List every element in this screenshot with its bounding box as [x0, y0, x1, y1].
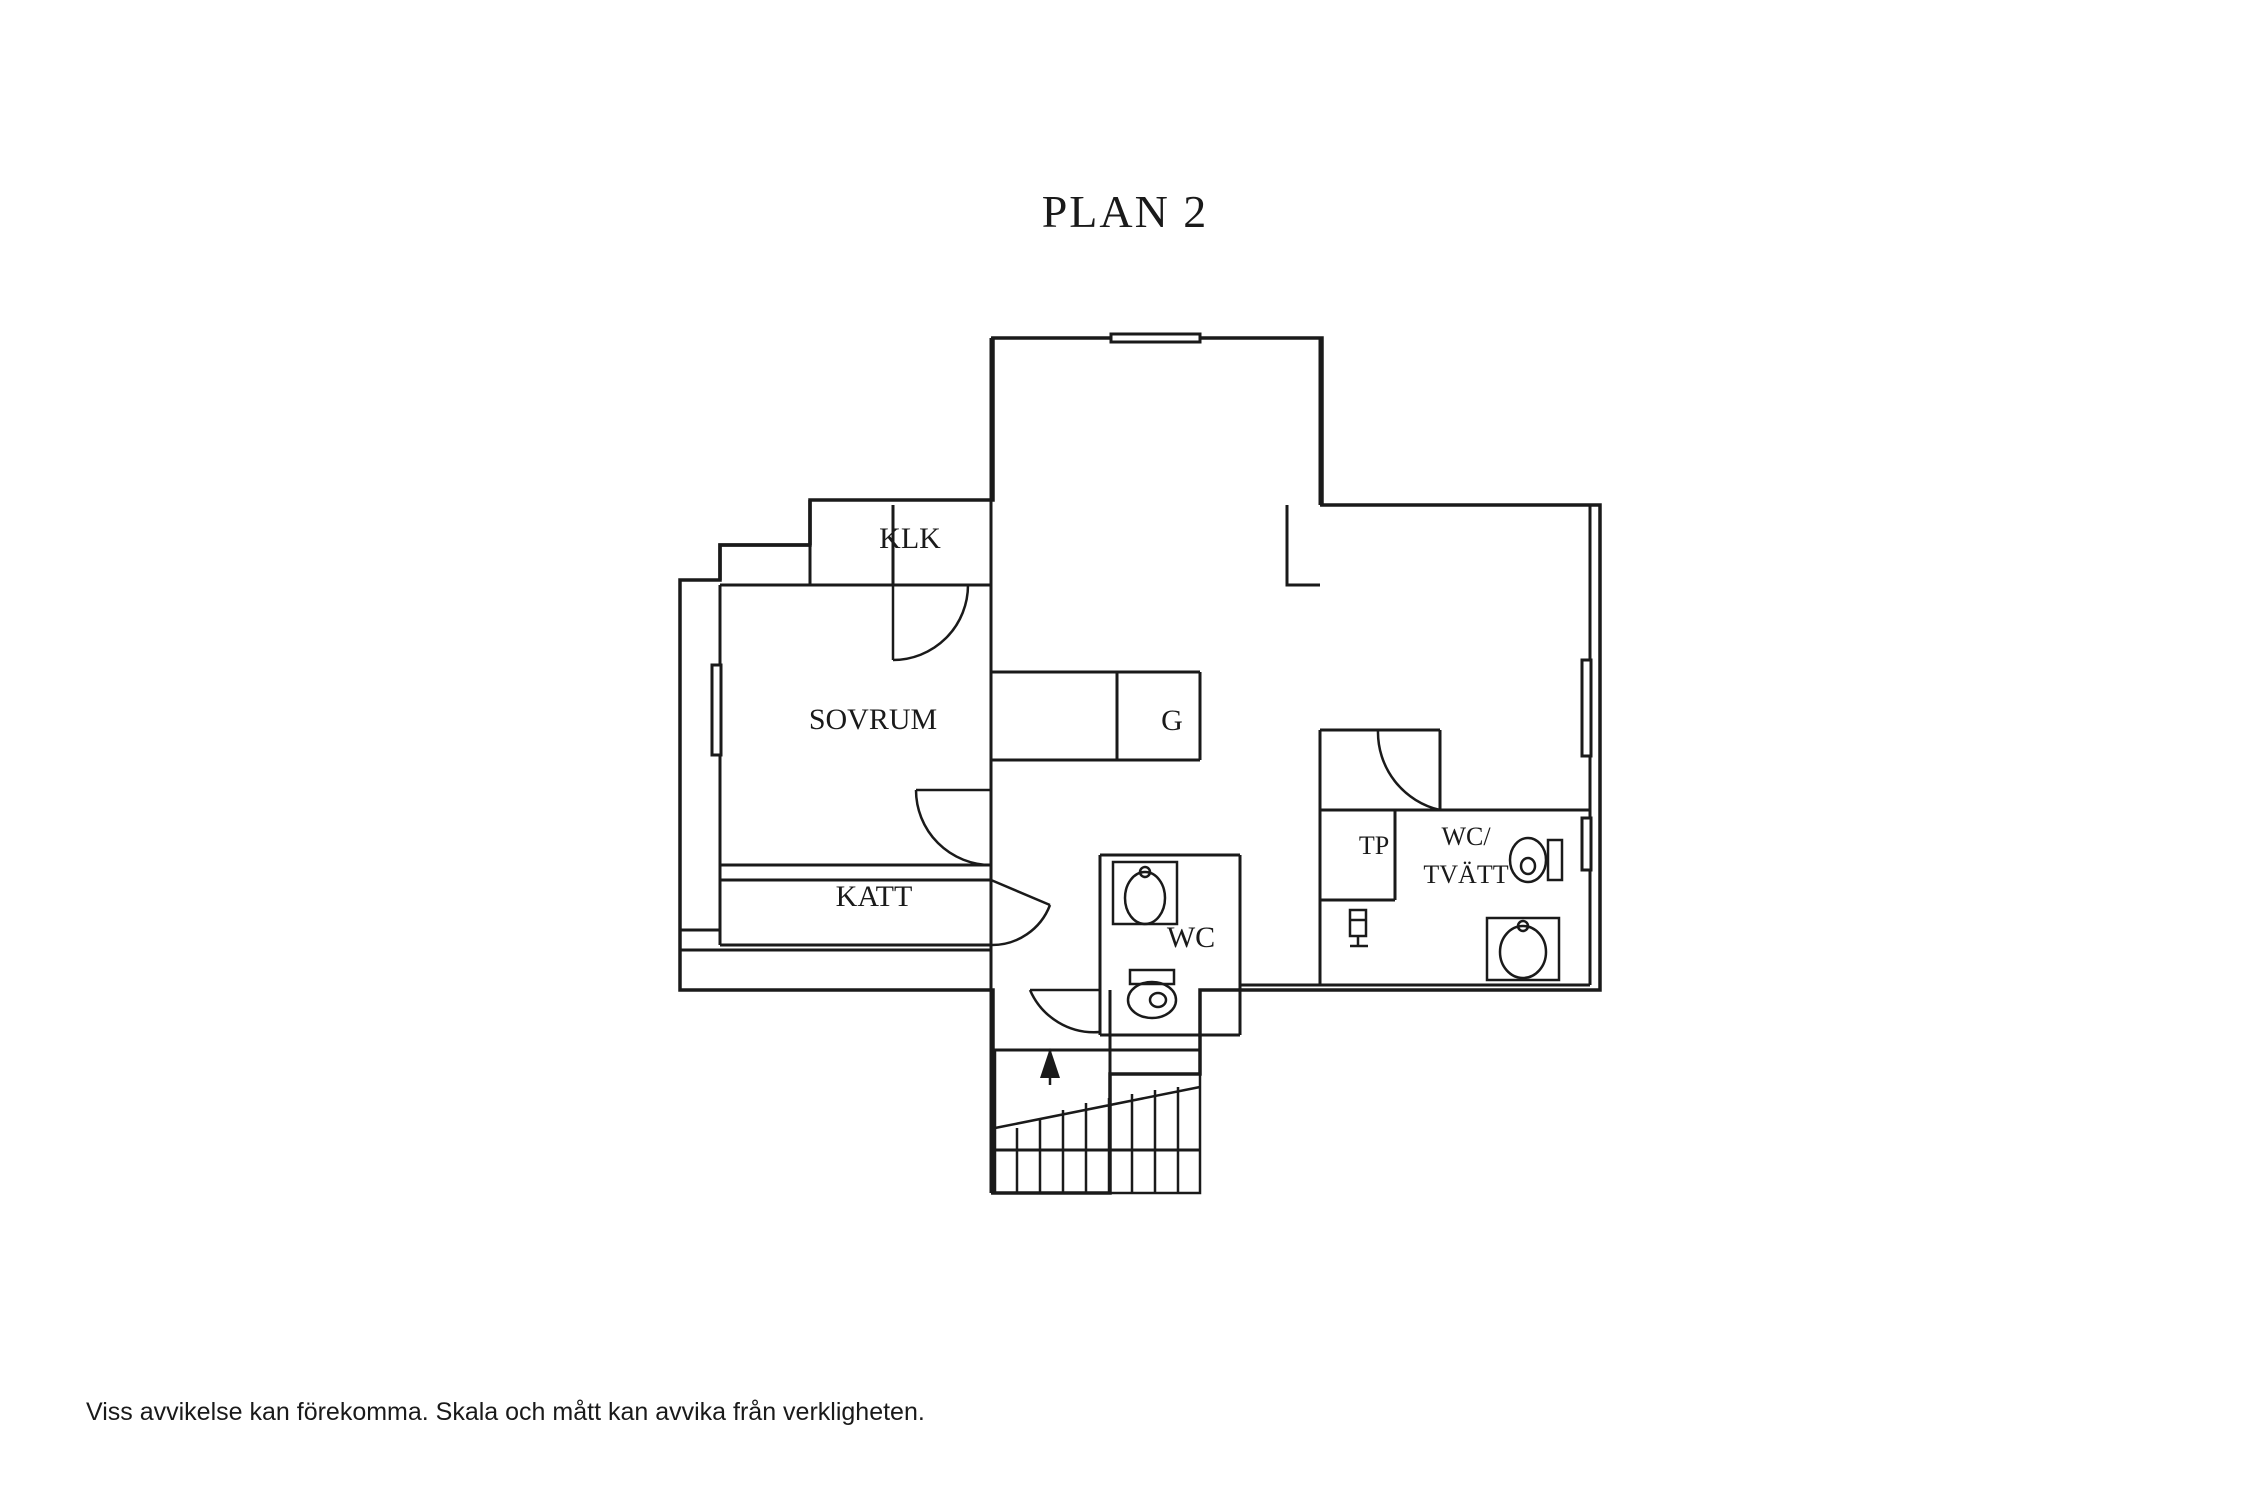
- door-katt-leaf: [991, 880, 1050, 905]
- door-wc-arc: [1030, 990, 1100, 1032]
- door-klk-arc: [893, 585, 968, 660]
- room-label-wc: WC: [1166, 921, 1216, 954]
- upper-hall-walls: [991, 338, 1590, 672]
- left-window: [712, 665, 721, 755]
- top-window: [1111, 334, 1200, 342]
- room-label-wc-tvatt-1: WC/: [1441, 822, 1491, 851]
- outer-wall: [680, 338, 1600, 1193]
- room-label-klk: KLK: [879, 522, 941, 555]
- stair-treads: [995, 1087, 1200, 1193]
- connector-walls: [1240, 730, 1440, 985]
- door-sovrum-arc: [916, 790, 991, 865]
- wc-toilet-bowl-icon: [1128, 982, 1176, 1018]
- tvatt-sink-basin-icon: [1500, 926, 1546, 978]
- wc-tvatt-window: [1582, 818, 1591, 870]
- tvatt-toilet-seat-icon: [1521, 858, 1535, 874]
- left-wall-top: [720, 545, 810, 580]
- wall-detail-group: [680, 334, 1591, 1193]
- stair-up-arrow-icon: [1040, 1048, 1060, 1078]
- tvatt-sink-counter: [1487, 918, 1559, 980]
- room-label-katt: KATT: [835, 880, 913, 913]
- tvatt-toilet-tank: [1548, 840, 1562, 880]
- right-window: [1582, 660, 1591, 756]
- tvatt-toilet-bowl-icon: [1510, 838, 1546, 882]
- wc-toilet-seat-icon: [1150, 993, 1166, 1007]
- room-label-g: G: [1161, 704, 1183, 737]
- door-wctvatt-arc: [1378, 730, 1440, 810]
- wall-outline-group: [680, 338, 1600, 1193]
- page-title: PLAN 2: [1041, 186, 1209, 237]
- room-label-tp: TP: [1358, 831, 1390, 860]
- door-katt-arc: [991, 905, 1050, 945]
- wc-sink-basin-icon: [1125, 872, 1165, 924]
- staircase: [995, 1048, 1200, 1193]
- room-labels-group: [809, 522, 1509, 954]
- room-label-wc-tvatt-2: TVÄTT: [1423, 860, 1509, 889]
- stairs-box: [993, 1050, 1200, 1150]
- disclaimer-text: Viss avvikelse kan förekomma. Skala och mått kan avvika från verkligheten.: [86, 1398, 925, 1426]
- center-hall-walls: [991, 880, 1110, 1193]
- upper-hall-inner-right: [1287, 505, 1320, 585]
- room-label-sovrum: SOVRUM: [808, 703, 938, 736]
- washing-machine-icon: [1350, 910, 1366, 936]
